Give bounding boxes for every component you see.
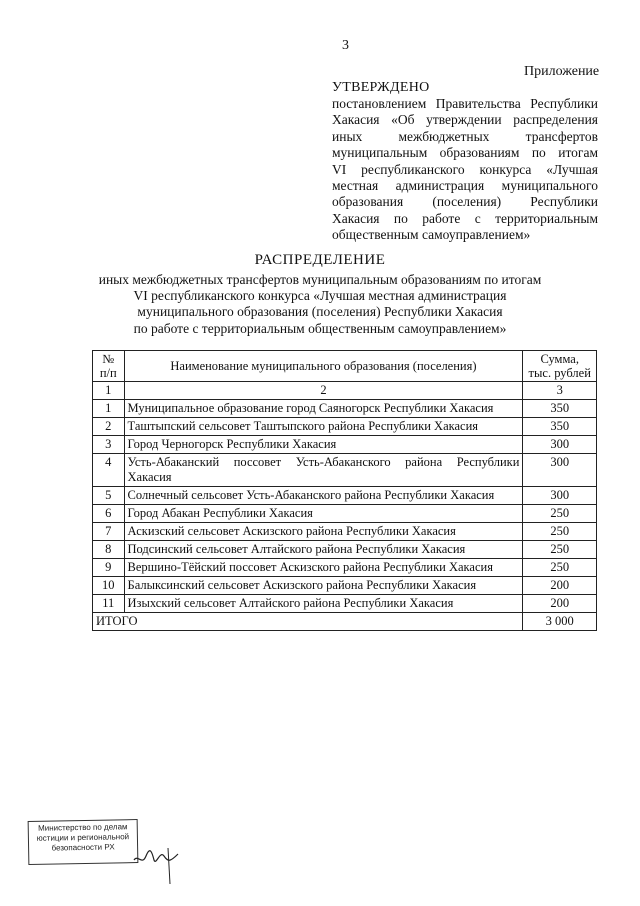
approval-line: муниципальным образованиям по итогам — [332, 145, 598, 161]
header-number: № п/п — [93, 351, 125, 382]
table-header-row — [93, 351, 597, 382]
appendix-label: Приложение — [524, 64, 600, 79]
row-name: Таштыпский сельсовет Таштыпского района Республики Хакасия — [124, 418, 523, 436]
row-name: Город Черногорск Республики Хакасия — [124, 436, 523, 454]
subtitle-line: муниципального образования (поселения) Республики Хакасия — [137, 304, 503, 320]
row-sum: 350 — [523, 400, 597, 418]
total-label: ИТОГО — [93, 613, 523, 631]
stamp-line: безопасности РХ — [51, 842, 115, 853]
table-row — [93, 505, 597, 523]
table-row — [93, 559, 597, 577]
row-name: Усть-Абаканский поссовет Усть-Абаканского района Республики Хакасия — [124, 454, 523, 487]
row-number: 6 — [93, 505, 125, 523]
approval-text — [332, 96, 598, 244]
row-number: 3 — [93, 436, 125, 454]
row-sum: 300 — [523, 454, 597, 487]
document-title: РАСПРЕДЕЛЕНИЕ — [254, 252, 386, 268]
row-sum: 250 — [523, 505, 597, 523]
column-index: 1 — [93, 382, 125, 400]
signature — [132, 826, 192, 886]
row-number: 7 — [93, 523, 125, 541]
row-name: Аскизский сельсовет Аскизского района Республики Хакасия — [124, 523, 523, 541]
approval-line: постановлением Правительства Республики — [332, 96, 598, 111]
row-number: 8 — [93, 541, 125, 559]
table-row — [93, 577, 597, 595]
approval-line: образования (поселения) Республики — [332, 194, 598, 210]
total-row — [93, 613, 597, 631]
row-number: 5 — [93, 487, 125, 505]
row-sum: 250 — [523, 523, 597, 541]
row-number: 2 — [93, 418, 125, 436]
approval-heading: УТВЕРЖДЕНО — [332, 80, 430, 95]
registration-stamp — [28, 819, 139, 865]
approval-line: VI республиканского конкурса «Лучшая — [332, 161, 598, 177]
row-name: Муниципальное образование город Саяногорск Республики Хакасия — [124, 400, 523, 418]
row-name: Город Абакан Республики Хакасия — [124, 505, 523, 523]
table-row — [93, 541, 597, 559]
column-index-row — [93, 382, 597, 400]
column-index: 3 — [523, 382, 597, 400]
row-sum: 300 — [523, 436, 597, 454]
row-sum: 200 — [523, 595, 597, 613]
table-row — [93, 487, 597, 505]
row-sum: 300 — [523, 487, 597, 505]
table-row — [93, 595, 597, 613]
stamp-line: юстиции и региональной — [36, 832, 130, 843]
row-number: 4 — [93, 454, 125, 487]
header-sum: Сумма, тыс. рублей — [523, 351, 597, 382]
row-sum: 250 — [523, 559, 597, 577]
row-sum: 250 — [523, 541, 597, 559]
table-row — [93, 400, 597, 418]
row-name: Балыксинский сельсовет Аскизского района Республики Хакасия — [124, 577, 523, 595]
table-row — [93, 523, 597, 541]
approval-line: иных межбюджетных трансфертов — [332, 128, 598, 144]
row-number: 11 — [93, 595, 125, 613]
header-name: Наименование муниципального образования (поселения) — [124, 351, 523, 382]
approval-line: местная администрация муниципального — [332, 178, 598, 194]
total-sum: 3 000 — [523, 613, 597, 631]
row-sum: 200 — [523, 577, 597, 595]
approval-line: Хакасия по работе с территориальным — [332, 210, 598, 226]
row-number: 10 — [93, 577, 125, 595]
row-name: Вершино-Тёйский поссовет Аскизского района Республики Хакасия — [124, 559, 523, 577]
row-name: Подсинский сельсовет Алтайского района Республики Хакасия — [124, 541, 523, 559]
row-number: 1 — [93, 400, 125, 418]
table-row — [93, 454, 597, 487]
approval-line: общественным самоуправлением» — [332, 227, 531, 243]
subtitle-line: VI республиканского конкурса «Лучшая местная администрация — [133, 288, 507, 304]
stamp-line: Министерство по делам — [37, 822, 128, 833]
row-name: Солнечный сельсовет Усть-Абаканского района Республики Хакасия — [124, 487, 523, 505]
row-name: Изыхский сельсовет Алтайского района Республики Хакасия — [124, 595, 523, 613]
table-row — [93, 436, 597, 454]
page-number: 3 — [342, 38, 349, 53]
row-sum: 350 — [523, 418, 597, 436]
table-row — [93, 418, 597, 436]
distribution-table — [92, 350, 597, 631]
column-index: 2 — [124, 382, 523, 400]
subtitle-line: по работе с территориальным общественным самоуправлением» — [133, 320, 507, 336]
row-number: 9 — [93, 559, 125, 577]
approval-line: Хакасия «Об утверждении распределения — [332, 112, 598, 128]
subtitle-line: иных межбюджетных трансфертов муниципальным образованиям по итогам — [98, 272, 542, 287]
document-subtitle — [60, 272, 580, 337]
